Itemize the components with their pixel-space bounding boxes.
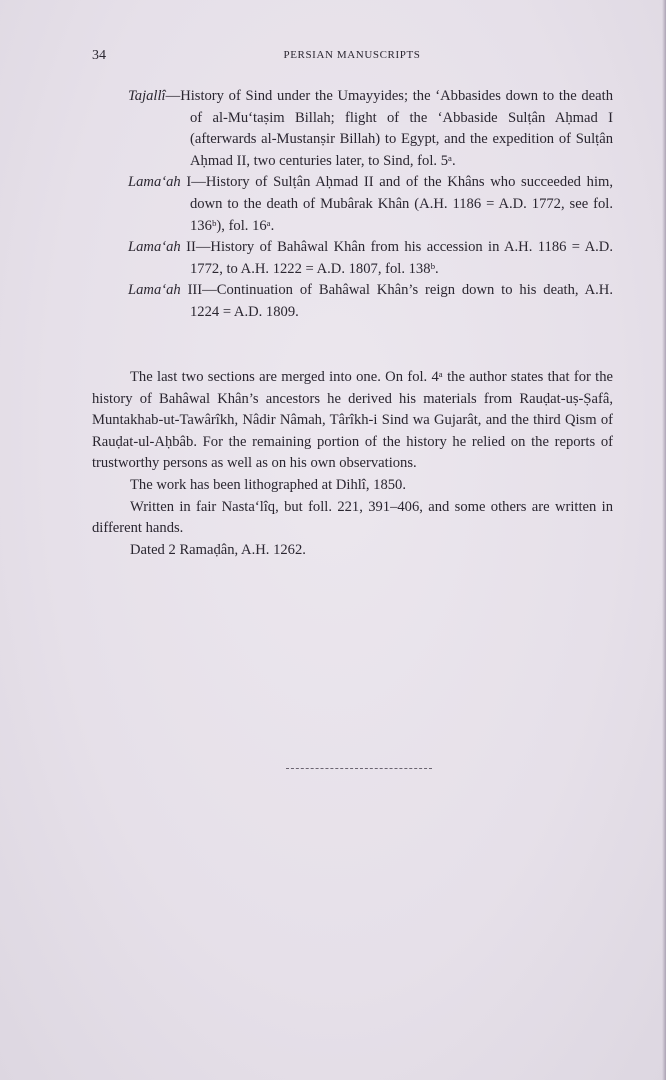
description-body	[92, 367, 613, 561]
entry-text: —History of Sind under the Umayyides; the ‘Abbasides down to the death of al-Mu‘taṣim Billah; flight of the ‘Abbaside Sulṭân Aḥmad I (afterwards al-Mustanṣir Billah) to Egypt, and the expedition of Sulṭân Aḥmad II, two centuries later, to Sind, fol. 5ᵃ.	[165, 88, 613, 169]
entry-term: Tajallî	[128, 88, 166, 104]
contents-entry-lamaah-2	[128, 237, 613, 280]
contents-entry-lamaah-1	[128, 172, 613, 237]
contents-list	[128, 86, 613, 324]
entry-term: Lama‘ah	[128, 282, 181, 299]
paragraph-sources: The last two sections are merged into one. On fol. 4ᵃ the author states that for the history of Bahâwal Khân’s ancestors he derived his materials from Rauḍat-uṣ-Ṣafâ, Muntakhab-ut-Tawârîkh, Nâdir Nâmah, Târîkh-i Sind wa Gujarât, and the third Qism of Rauḍat-ul-Aḥbâb. For the remaining portion of the history he relied on the reports of trustworthy persons as well as on his own observations.	[92, 369, 613, 472]
paragraph-lithograph: The work has been lithographed at Dihlî, 1850.	[130, 476, 406, 493]
paragraph-date: Dated 2 Ramaḍân, A.H. 1262.	[130, 541, 306, 558]
paragraph-script: Written in fair Nasta‘lîq, but foll. 221, 391–406, and some others are written in different hands.	[92, 498, 613, 537]
section-divider	[286, 768, 432, 769]
entry-term: Lama‘ah	[128, 174, 181, 191]
entry-term: Lama‘ah	[128, 239, 181, 256]
running-head	[92, 48, 612, 68]
entry-text: II—History of Bahâwal Khân from his accession in A.H. 1186 = A.D. 1772, to A.H. 1222 = A.D. 1807, fol. 138ᵇ.	[180, 239, 613, 277]
entry-text: I—History of Sulṭân Aḥmad II and of the Khâns who succeeded him, down to the death of Mubârak Khân (A.H. 1186 = A.D. 1772, see fol. 136ᵇ), fol. 16ᵃ.	[180, 174, 613, 234]
contents-entry-tajalli	[128, 86, 613, 172]
page-edge-shadow	[662, 0, 666, 1080]
contents-entry-lamaah-3	[128, 280, 613, 323]
running-title: PERSIAN MANUSCRIPTS	[283, 49, 421, 61]
page-number: 34	[92, 48, 106, 63]
entry-text: III—Continuation of Bahâwal Khân’s reign down to his death, A.H. 1224 = A.D. 1809.	[180, 282, 613, 320]
